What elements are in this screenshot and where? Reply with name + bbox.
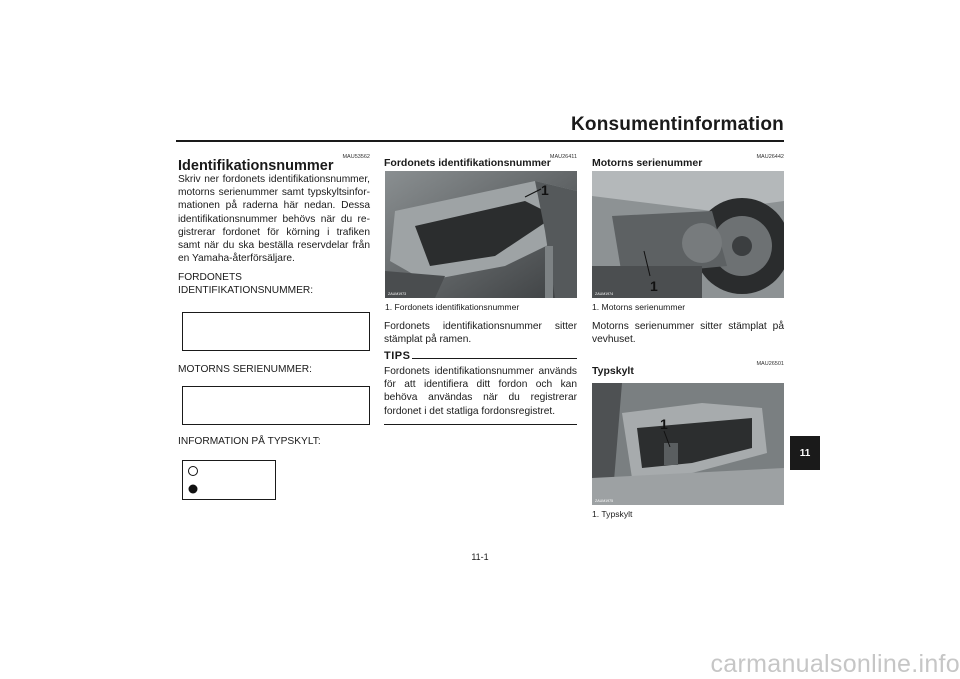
type-plate-photo — [592, 383, 784, 505]
page-number: 11-1 — [471, 552, 489, 562]
callout-number: 1 — [541, 182, 549, 198]
tips-rule — [412, 358, 577, 359]
callout-number: 1 — [660, 416, 668, 432]
body-text: Fordonets identifikationsnummer sitter stämplat på ramen. — [384, 321, 577, 346]
tips-label: TIPS — [384, 350, 411, 362]
engine-number-label: MOTORNS SERIENUMMER: — [178, 364, 312, 375]
section-code: MAU26442 — [756, 154, 784, 160]
vin-location-photo — [385, 171, 577, 298]
image-code: ZAUM1973 — [388, 292, 407, 296]
photo-caption: 1. Typskylt — [592, 509, 633, 519]
section-heading: Identifikationsnummer — [178, 158, 334, 174]
plate-info-box — [182, 460, 276, 500]
photo-caption: 1. Fordonets identifikationsnummer — [385, 302, 520, 312]
section-heading: Typskylt — [592, 365, 634, 377]
engine-number-entry-box — [182, 386, 370, 425]
section-code: MAU53562 — [342, 154, 370, 160]
tips-end-rule — [384, 424, 577, 425]
watermark-text: carmanualsonline.info — [710, 650, 960, 678]
vin-label-line2: IDENTIFIKATIONSNUMMER: — [178, 285, 314, 296]
vin-entry-box — [182, 312, 370, 351]
plate-rivets-icon — [183, 461, 275, 499]
section-code: MAU26501 — [756, 361, 784, 367]
section-heading: Fordonets identifikationsnummer — [384, 157, 551, 169]
vin-label-line1: FORDONETS — [178, 272, 242, 283]
photo-caption: 1. Motorns serienummer — [592, 302, 686, 312]
engine-number-photo — [592, 171, 784, 298]
section-code: MAU26411 — [549, 154, 577, 160]
image-code: ZAUM1975 — [595, 499, 614, 503]
section-heading: Motorns serienummer — [592, 157, 703, 169]
plate-info-label: INFORMATION PÅ TYPSKYLT: — [178, 436, 321, 447]
chapter-title: Konsumentinformation — [571, 114, 784, 135]
intro-text: Skriv ner fordonets identifikationsnummer, motorns serienummer samt typskyltsinfor-mationen på raderna här nedan. Dessa identifikationsnummer behövs när du re-gistrerar fordonet för körning i trafiken samt när du ska beställa reservdelar från en Yamaha-återförsäljare. — [178, 174, 370, 265]
callout-number: 1 — [650, 278, 658, 294]
chapter-tab: 11 — [790, 436, 820, 470]
tips-text: Fordonets identifikationsnummer används för att identifiera ditt fordon och kan behöva användas när du registrerar fordonet i det statliga fordonsregistret. — [384, 366, 577, 417]
image-code: ZAUM1974 — [595, 292, 614, 296]
header-rule — [176, 140, 784, 142]
body-text: Motorns serienummer sitter stämplat på vevhuset. — [592, 321, 784, 346]
